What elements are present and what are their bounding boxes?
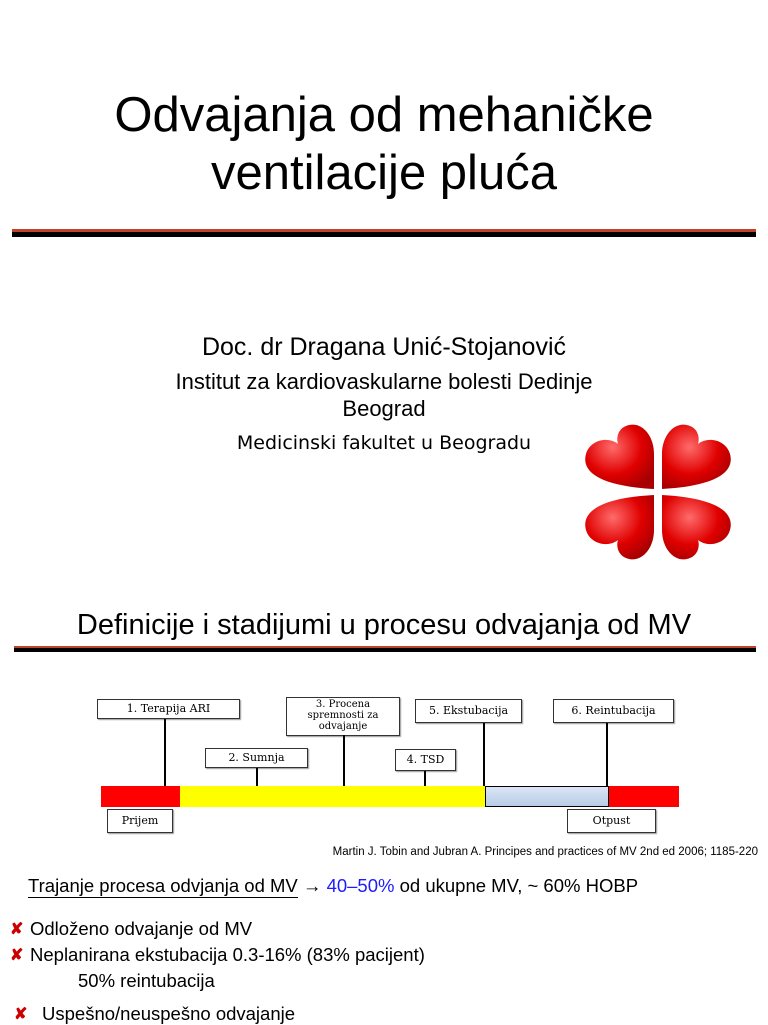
discharge-box: Otpust (567, 809, 656, 833)
duration-percent: 40–50% (326, 875, 395, 896)
stage-1-line (164, 719, 166, 787)
stage-4-line (424, 771, 426, 787)
weaning-stages-diagram (90, 690, 690, 840)
discharge-bar-segment (609, 786, 679, 807)
stage-3-line (343, 735, 345, 787)
section-title: Definicije i stadijumi u procesu odvajanja od MV (76, 609, 692, 641)
faculty: Medicinski fakultet u Beogradu (236, 432, 532, 454)
admission-bar-segment (101, 786, 180, 807)
citation: Martin J. Tobin and Jubran A. Principes and practices of MV 2nd ed 2006; 1185-220 (332, 846, 758, 858)
stage-4-box: 4. TSD (395, 749, 456, 771)
duration-arrow: → (297, 875, 327, 896)
bullet-subtext: 50% reintubacija (78, 970, 215, 991)
institute-line-2: Beograd (342, 396, 426, 421)
stage-3-box: 3. Procena spremnosti za odvajanje (286, 697, 400, 736)
section-divider (14, 648, 756, 652)
admission-box: Prijem (107, 809, 173, 833)
institute (0, 368, 768, 422)
post-extubation-bar-segment (485, 786, 609, 807)
title-line-1: Odvajanja od mehaničke (114, 88, 654, 142)
bullet-text: Uspešno/neuspešno odvajanje (42, 1003, 296, 1024)
stage-5-line (483, 723, 485, 787)
duration-statement (28, 875, 638, 897)
stage-5-box: 5. Ekstubacija (415, 699, 522, 723)
stage-6-box: 6. Reintubacija (553, 699, 674, 723)
duration-suffix: od ukupne MV, ~ 60% HOBP (394, 875, 639, 896)
title-divider (12, 232, 756, 237)
institute-line-1: Institut za kardiovaskularne bolesti Dedinje (175, 369, 593, 394)
stage-2-box: 2. Sumnja (205, 748, 308, 768)
cross-bullet-icon: ✘ (10, 921, 24, 938)
duration-prefix: Trajanje procesa odvjanja od MV (28, 875, 298, 896)
bullet-text: Neplanirana ekstubacija 0.3-16% (83% pacijent) (30, 944, 425, 965)
author-name: Doc. dr Dragana Unić-Stojanović (201, 333, 567, 361)
title-line-2: ventilacije pluća (211, 146, 557, 200)
bullet-text: Odloženo odvajanje od MV (30, 918, 253, 939)
cross-bullet-icon: ✘ (10, 947, 24, 964)
cross-bullet-icon: ✘ (14, 1006, 28, 1023)
treatment-bar-segment (180, 786, 485, 807)
four-hearts-cross-logo (578, 416, 738, 566)
stage-2-line (256, 768, 258, 787)
stage-6-line (606, 723, 608, 787)
slide-title (0, 86, 768, 202)
stage-1-box: 1. Terapija ARI (97, 699, 240, 719)
